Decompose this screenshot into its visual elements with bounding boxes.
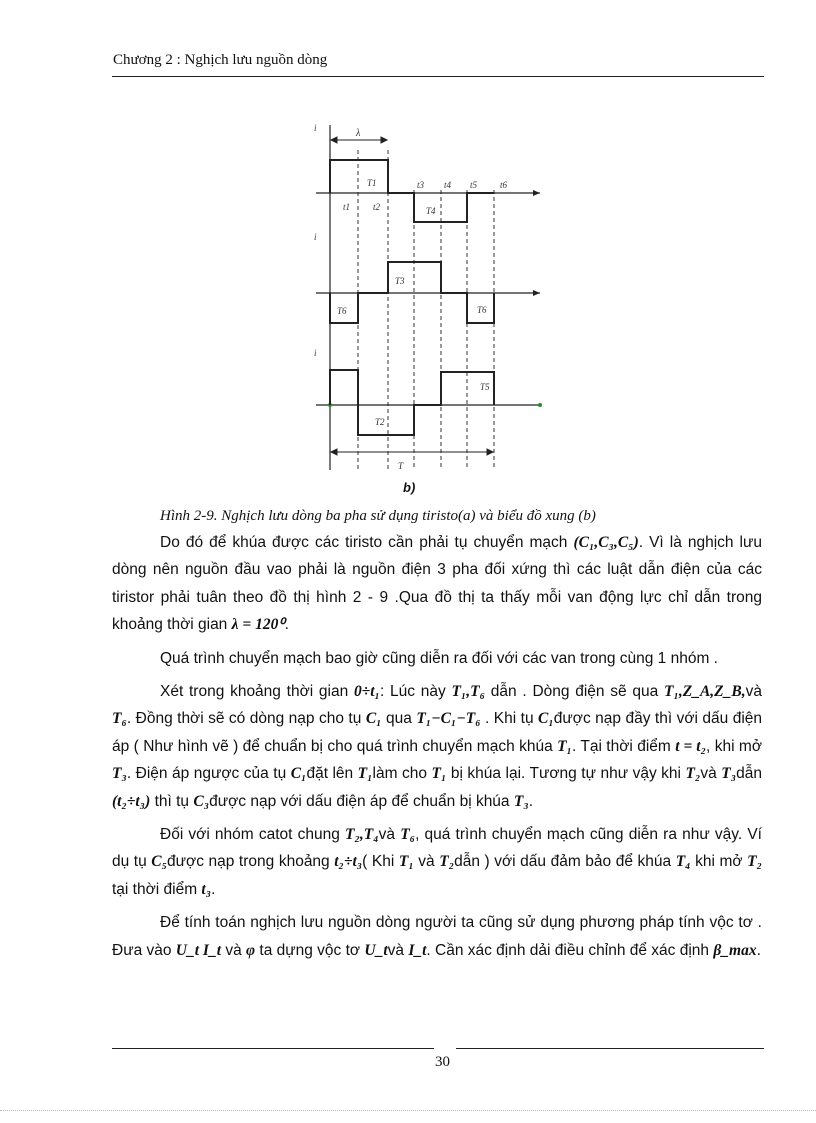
- inline-formula: T₆: [400, 826, 416, 844]
- inline-formula: T₂: [747, 853, 763, 871]
- text-run: , khi mở: [706, 737, 762, 755]
- inline-formula: T₁: [431, 765, 447, 783]
- inline-formula: t₃: [201, 880, 212, 898]
- time-label-t4: t4: [444, 180, 452, 190]
- page-header-title: Chương 2 : Nghịch lưu nguồn dòng: [113, 52, 328, 68]
- time-label-t2: t2: [373, 202, 381, 212]
- axis-arrow-top: [533, 190, 540, 196]
- pulse-label-T6-left: T6: [337, 306, 347, 316]
- inline-formula: U_t I_t: [175, 941, 222, 959]
- pulse-waveforms: [330, 160, 494, 435]
- page-bottom-border: [0, 1110, 816, 1111]
- axis-end-marker: [538, 403, 542, 407]
- text-run: và: [378, 826, 401, 844]
- axis-arrow-mid: [533, 290, 540, 296]
- text-run: Đối với nhóm catot chung: [160, 826, 346, 844]
- text-run: .: [756, 941, 761, 959]
- waveform-phase-c: [330, 370, 494, 435]
- text-run: Để tính toán nghịch lưu nguồn dòng người ta cũng sử dụng phương pháp tính vộc tơ . Đưa vào: [112, 914, 762, 959]
- footer-divider-left: [112, 1048, 434, 1049]
- text-run: dẫn ) với dấu đảm bảo để khúa: [454, 853, 676, 871]
- pulse-label-T4: T4: [426, 206, 436, 216]
- inline-formula: C₃: [193, 792, 210, 810]
- pulse-label-T1: T1: [367, 178, 377, 188]
- text-run: và: [387, 941, 409, 959]
- inline-formula: (t₂÷t₃): [112, 792, 151, 810]
- body-text: [112, 529, 762, 964]
- text-run: bị khúa lại. Tương tự như vậy khi: [446, 765, 686, 783]
- inline-formula: t₂÷t₃: [334, 853, 363, 871]
- pulse-label-T6-right: T6: [477, 305, 487, 315]
- paragraph-4: [112, 821, 762, 903]
- text-run: . Cần xác định dải điều chỉnh để xác định: [426, 941, 714, 959]
- paragraph-5: [112, 909, 762, 964]
- inline-formula: T₂: [685, 765, 701, 783]
- pulse-label-T2: T2: [375, 417, 385, 427]
- inline-formula: T₄: [675, 853, 691, 871]
- text-run: làm cho: [372, 765, 432, 783]
- text-run: .: [284, 616, 289, 634]
- inline-formula: t = t₂: [675, 737, 707, 755]
- text-run: : Lúc này: [379, 683, 452, 701]
- pulse-timing-diagram: [300, 112, 550, 497]
- inline-formula: T₁: [557, 737, 572, 755]
- text-run: qua: [381, 710, 417, 728]
- time-label-t5: t5: [470, 180, 478, 190]
- text-run: được nạp trong khoảng: [167, 853, 335, 871]
- paragraph-2: Quá trình chuyển mạch bao giờ cũng diễn ra đối với các van trong cùng 1 nhóm .: [160, 649, 718, 667]
- inline-formula: T₁,T₆: [451, 683, 486, 701]
- period-dimension: [331, 449, 493, 455]
- inline-formula: T₂,T₄: [345, 826, 379, 844]
- text-run: , quá trình chuyển mạch cũng diễn ra như vậy. Ví dụ tụ: [112, 826, 762, 871]
- text-run: . Tại thời điểm: [571, 737, 676, 755]
- text-run: . Điện áp ngược của tụ: [126, 765, 291, 783]
- lambda-label: λ: [356, 128, 361, 139]
- page-number: 30: [435, 1054, 450, 1070]
- waveform-phase-a: [330, 160, 494, 222]
- text-run: . Khi tụ: [480, 710, 539, 728]
- pulse-label-T3: T3: [395, 276, 405, 286]
- inline-formula: U_t: [364, 941, 388, 959]
- period-label: T: [398, 461, 404, 471]
- text-run: và: [221, 941, 246, 959]
- text-run: và: [745, 683, 762, 701]
- axis-lines: [316, 125, 540, 470]
- text-run: Xét trong khoảng thời gian: [160, 683, 354, 701]
- text-run: được nạp đầy thì với dấu điện áp ( Như hình vẽ ) để chuẩn bị cho quá trình chuyển mạch khúa: [112, 710, 763, 755]
- pulse-label-T5: T5: [480, 382, 490, 392]
- text-run: dẫn: [736, 765, 762, 783]
- inline-formula: T₃: [112, 765, 127, 783]
- inline-formula: (C₁,C₃,C₅): [573, 534, 639, 551]
- text-run: . Vì là nghịch lưu dòng nên nguồn đầu vao phải là nguồn điện 3 pha đối xứng thì các luật dẫn điện của các tiristor phải tuân theo đồ thị hình 2 - 9 .Qua đồ thị ta thấy mỗi van động lực chỉ dẫn trong khoảng thời gian: [112, 534, 762, 634]
- text-run: tại thời điểm: [112, 880, 202, 898]
- header-divider: [112, 76, 764, 77]
- time-label-t3: t3: [417, 180, 425, 190]
- text-run: thì tụ: [150, 792, 194, 810]
- axis-label-bot: i: [314, 348, 317, 358]
- text-run: và: [413, 853, 440, 871]
- inline-formula: T₁−C₁−T₆: [416, 710, 481, 728]
- text-run: .: [528, 792, 534, 810]
- footer-divider-right: [456, 1048, 764, 1049]
- inline-formula: T₆: [112, 710, 127, 728]
- figure-sublabel: b): [403, 480, 416, 495]
- inline-formula: T₂: [439, 853, 455, 871]
- inline-formula: C₅: [151, 853, 168, 871]
- time-label-t6: t6: [500, 180, 508, 190]
- inline-formula: I_t: [408, 941, 427, 959]
- inline-formula: T₁: [357, 765, 373, 783]
- paragraph-3: [112, 678, 762, 815]
- text-run: ( Khi: [362, 853, 399, 871]
- inline-formula: 0÷t₁: [353, 683, 380, 701]
- text-run: Do đó để khúa được các tiristo cần phải tụ chuyển mạch: [160, 534, 574, 551]
- text-run: .: [211, 880, 216, 898]
- inline-formula: C₁: [365, 710, 382, 728]
- inline-formula: T₁,Z_A,Z_B,: [663, 683, 746, 701]
- paragraph-1: [112, 529, 762, 639]
- inline-formula: C₁: [538, 710, 554, 728]
- inline-formula: C₁: [290, 765, 307, 783]
- text-run: khi mở: [690, 853, 748, 871]
- text-run: và: [700, 765, 722, 783]
- text-run: đặt lên: [306, 765, 358, 783]
- inline-formula: T₁: [398, 853, 414, 871]
- text-run: dẫn . Dòng điện sẽ qua: [485, 683, 664, 701]
- text-run: ta dựng vộc tơ: [255, 941, 365, 959]
- inline-formula: T₃: [513, 792, 529, 810]
- text-run: được nạp với dấu điện áp để chuẩn bị khúa: [209, 792, 514, 810]
- axis-label-top: i: [314, 123, 317, 133]
- inline-formula: β_max: [713, 941, 757, 959]
- inline-formula: T₃: [721, 765, 737, 783]
- time-label-t1: t1: [343, 202, 351, 212]
- axis-label-mid: i: [314, 232, 317, 242]
- inline-formula: φ: [246, 941, 256, 959]
- text-run: . Đồng thời sẽ có dòng nạp cho tụ: [126, 710, 366, 728]
- inline-formula: λ = 120⁰: [231, 616, 285, 634]
- figure-caption: Hình 2-9. Nghịch lưu dòng ba pha sử dụng tiristo(a) và biểu đồ xung (b): [160, 508, 596, 524]
